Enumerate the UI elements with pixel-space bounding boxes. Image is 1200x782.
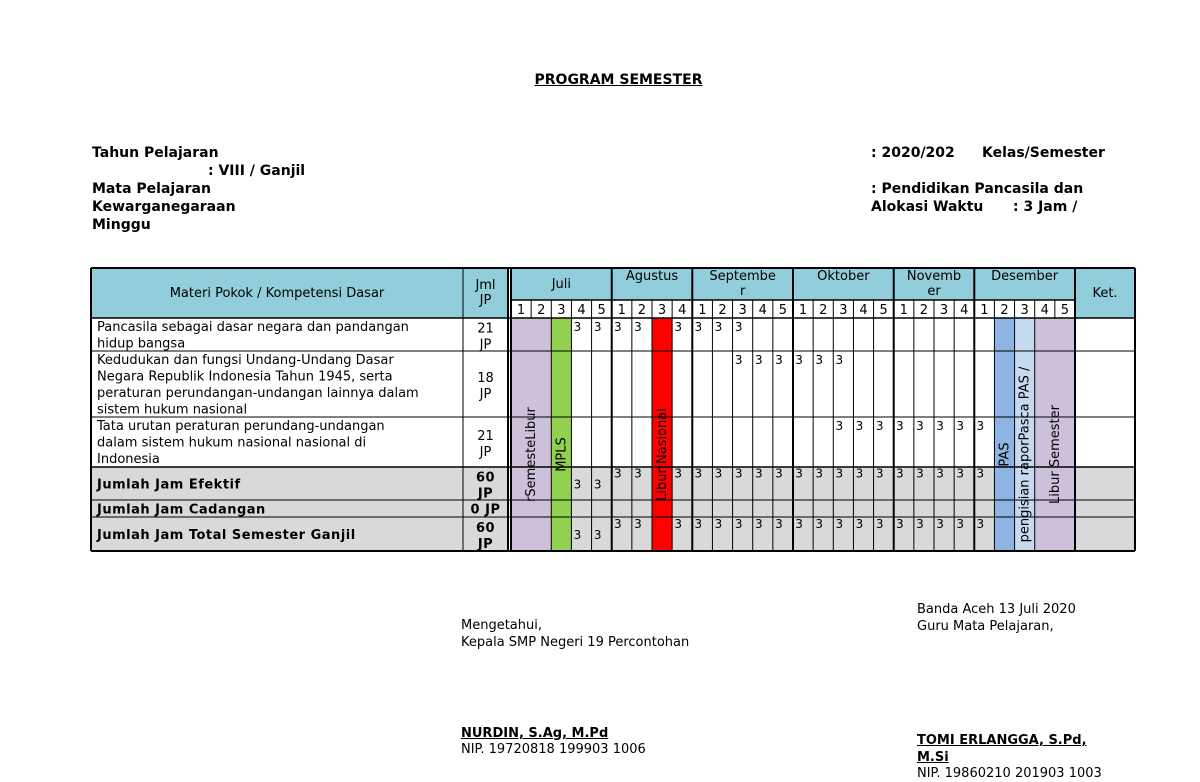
summary-week-value: 3 [754,517,763,531]
week-number: 2 [718,303,727,318]
summary-week-value: 3 [855,517,864,531]
jp-value: 21 [477,321,494,337]
materi-text: Tata urutan peraturan perundang-undangan [97,419,385,434]
doc-title: PROGRAM SEMESTER [534,72,703,88]
week-value: 3 [734,353,743,367]
summary-week-value: 3 [694,517,703,531]
summary-week-value: 3 [936,517,944,531]
place-date: Banda Aceh 13 Juli 2020 [917,602,1076,617]
summary-week-value: 3 [815,517,824,531]
materi-text: Negara Republik Indonesia Tahun 1945, serta [97,369,393,385]
summary-week-value: 3 [674,517,683,531]
week-number: 2 [919,303,929,318]
week-number: 4 [1040,303,1049,318]
teacher-nip: NIP. 19860210 201903 1003 [917,766,1102,781]
week-value: 3 [714,320,723,334]
month-label: Desember [991,269,1059,284]
week-number: 5 [879,303,888,318]
tahun-value: : 2020/202 [871,145,955,161]
summary-week-value: 3 [976,466,985,481]
event-band-label: PAS [997,442,1013,467]
week-number: 5 [778,303,788,318]
event-band-label: rSemesteLibur [524,407,540,502]
week-value: 3 [775,353,783,367]
week-number: 5 [1060,303,1070,318]
kelas-value: : VIII / Ganjil [208,163,306,179]
summary-week-value: 3 [634,466,642,481]
jp-unit: JP [479,337,492,353]
week-number: 5 [597,303,606,318]
week-value: 3 [815,353,824,367]
week-value: 3 [674,320,683,334]
summary-week-value: 3 [956,517,965,531]
summary-week-value: 3 [835,466,844,481]
materi-text: Kedudukan dan fungsi Undang-Undang Dasar [97,353,394,368]
week-number: 3 [1020,303,1029,318]
teacher-name-cont: M.Si [917,750,949,765]
week-number: 1 [899,303,908,318]
week-value: 3 [855,419,864,433]
week-number: 3 [939,303,949,318]
week-number: 2 [537,303,546,318]
week-value: 3 [734,320,743,334]
month-label-cont: r [739,284,746,299]
event-band-label: Libur Semester [1047,405,1063,504]
tahun-label: Tahun Pelajaran [92,145,219,161]
week-number: 1 [798,303,808,318]
principal-nip: NIP. 19720818 199903 1006 [461,742,646,757]
teacher-name: TOMI ERLANGGA, S.Pd, [917,733,1087,748]
week-number: 3 [839,303,848,318]
mapel-value-cont: Kewarganegaraan [92,199,236,215]
week-number: 4 [758,303,767,318]
acknowledge-label: Mengetahui, [461,618,542,633]
week-value: 3 [976,419,985,433]
summary-week-value: 3 [956,466,965,481]
summary-week-value: 3 [593,528,602,542]
week-value: 3 [573,320,582,334]
summary-label: Jumlah Jam Total Semester Ganjil [97,528,356,543]
week-number: 4 [859,303,868,318]
summary-week-value: 3 [815,466,824,481]
summary-week-value: 3 [694,466,703,481]
jp-unit: JP [479,445,492,460]
week-number: 4 [960,303,969,318]
month-label: Juli [551,277,572,292]
month-label-cont: er [927,284,941,299]
summary-week-value: 3 [916,517,924,531]
week-value: 3 [835,353,844,367]
summary-week-value: 3 [775,517,783,531]
week-number: 2 [819,303,828,318]
week-value: 3 [895,419,904,433]
summary-week-value: 3 [916,466,924,481]
materi-text: Pancasila sebagai dasar negara dan pandangan [97,320,409,335]
summary-rows-bg-ket [1075,467,1135,551]
summary-week-value: 3 [634,517,642,531]
week-value: 3 [936,419,944,433]
week-number: 4 [577,303,586,318]
event-band-label: pengisian raporPasca PAS / [1017,366,1033,543]
materi-text: Indonesia [97,452,160,467]
month-label: Novemb [906,269,962,284]
mapel-label: Mata Pelajaran [92,181,211,197]
summary-week-value: 3 [734,466,743,481]
summary-week-value: 3 [613,466,622,481]
header-ket: Ket. [1092,286,1118,301]
jp-value: 18 [477,371,494,386]
summary-week-value: 3 [895,466,904,481]
summary-week-value: 3 [795,466,803,481]
week-value: 3 [754,353,763,367]
summary-week-value: 3 [734,517,743,531]
alokasi-value: : 3 Jam / [1013,199,1078,215]
summary-label: Jumlah Jam Efektif [97,477,241,493]
summary-week-value: 3 [775,466,783,481]
summary-jp-unit: JP [477,486,494,502]
summary-week-value: 3 [754,466,763,481]
summary-week-value: 3 [835,517,844,531]
week-number: 4 [678,303,687,318]
week-value: 3 [634,320,642,334]
alokasi-value-cont: Minggu [92,217,151,233]
jp-value: 21 [477,429,494,444]
summary-week-value: 3 [855,466,864,481]
header-jml: Jml [475,278,496,293]
summary-week-value: 3 [714,466,723,481]
principal-role: Kepala SMP Negeri 19 Percontohan [461,635,690,650]
event-band-label: MPLS [554,437,570,472]
header-materi: Materi Pokok / Kompetensi Dasar [169,286,385,301]
summary-week-value: 3 [875,466,884,481]
mapel-value: : Pendidikan Pancasila dan [871,181,1084,197]
summary-week-value: 3 [613,517,622,531]
week-number: 1 [980,303,989,318]
summary-week-value: 3 [573,477,582,492]
materi-text: dalam sistem hukum nasional nasional di [97,435,367,451]
summary-week-value: 3 [593,477,602,492]
summary-week-value: 3 [976,517,985,531]
week-number: 1 [617,303,626,318]
event-band-label: Libur Nasional [655,408,671,501]
materi-text: hidup bangsa [97,336,186,352]
week-number: 3 [738,303,747,318]
summary-jp: 60 [475,521,496,536]
summary-week-value: 3 [674,466,683,481]
week-value: 3 [835,419,844,433]
week-number: 2 [1000,303,1009,318]
month-label: Septembe [709,269,776,284]
header-jml-unit: JP [479,293,492,308]
summary-week-value: 3 [573,528,582,542]
week-number: 2 [637,303,647,318]
week-number: 3 [657,303,667,318]
kelas-label: Kelas/Semester [982,145,1105,161]
summary-week-value: 3 [795,517,803,531]
week-number: 3 [557,303,566,318]
materi-text: sistem hukum nasional [97,402,248,418]
event-band [994,318,1014,551]
jp-unit: JP [479,387,492,402]
week-number: 1 [698,303,707,318]
event-band [551,318,571,551]
summary-week-value: 3 [714,517,723,531]
week-value: 3 [916,419,924,433]
summary-week-value: 3 [936,466,944,481]
week-value: 3 [795,353,803,367]
week-number: 1 [516,303,526,318]
summary-week-value: 3 [895,517,904,531]
month-label: Oktober [817,269,870,284]
summary-week-value: 3 [875,517,884,531]
teacher-role: Guru Mata Pelajaran, [917,619,1054,634]
summary-jp: 60 [475,470,496,486]
week-value: 3 [694,320,703,334]
week-value: 3 [593,320,602,334]
summary-label: Jumlah Jam Cadangan [97,502,266,518]
alokasi-label: Alokasi Waktu [871,199,984,215]
principal-name: NURDIN, S.Ag, M.Pd [461,726,609,741]
month-label: Agustus [625,269,679,284]
materi-text: peraturan perundangan-undangan lainnya dalam [97,386,419,401]
week-value: 3 [613,320,622,334]
summary-jp: 0 JP [470,502,501,518]
week-value: 3 [956,419,965,433]
summary-jp-unit: JP [477,537,494,552]
week-value: 3 [875,419,884,433]
